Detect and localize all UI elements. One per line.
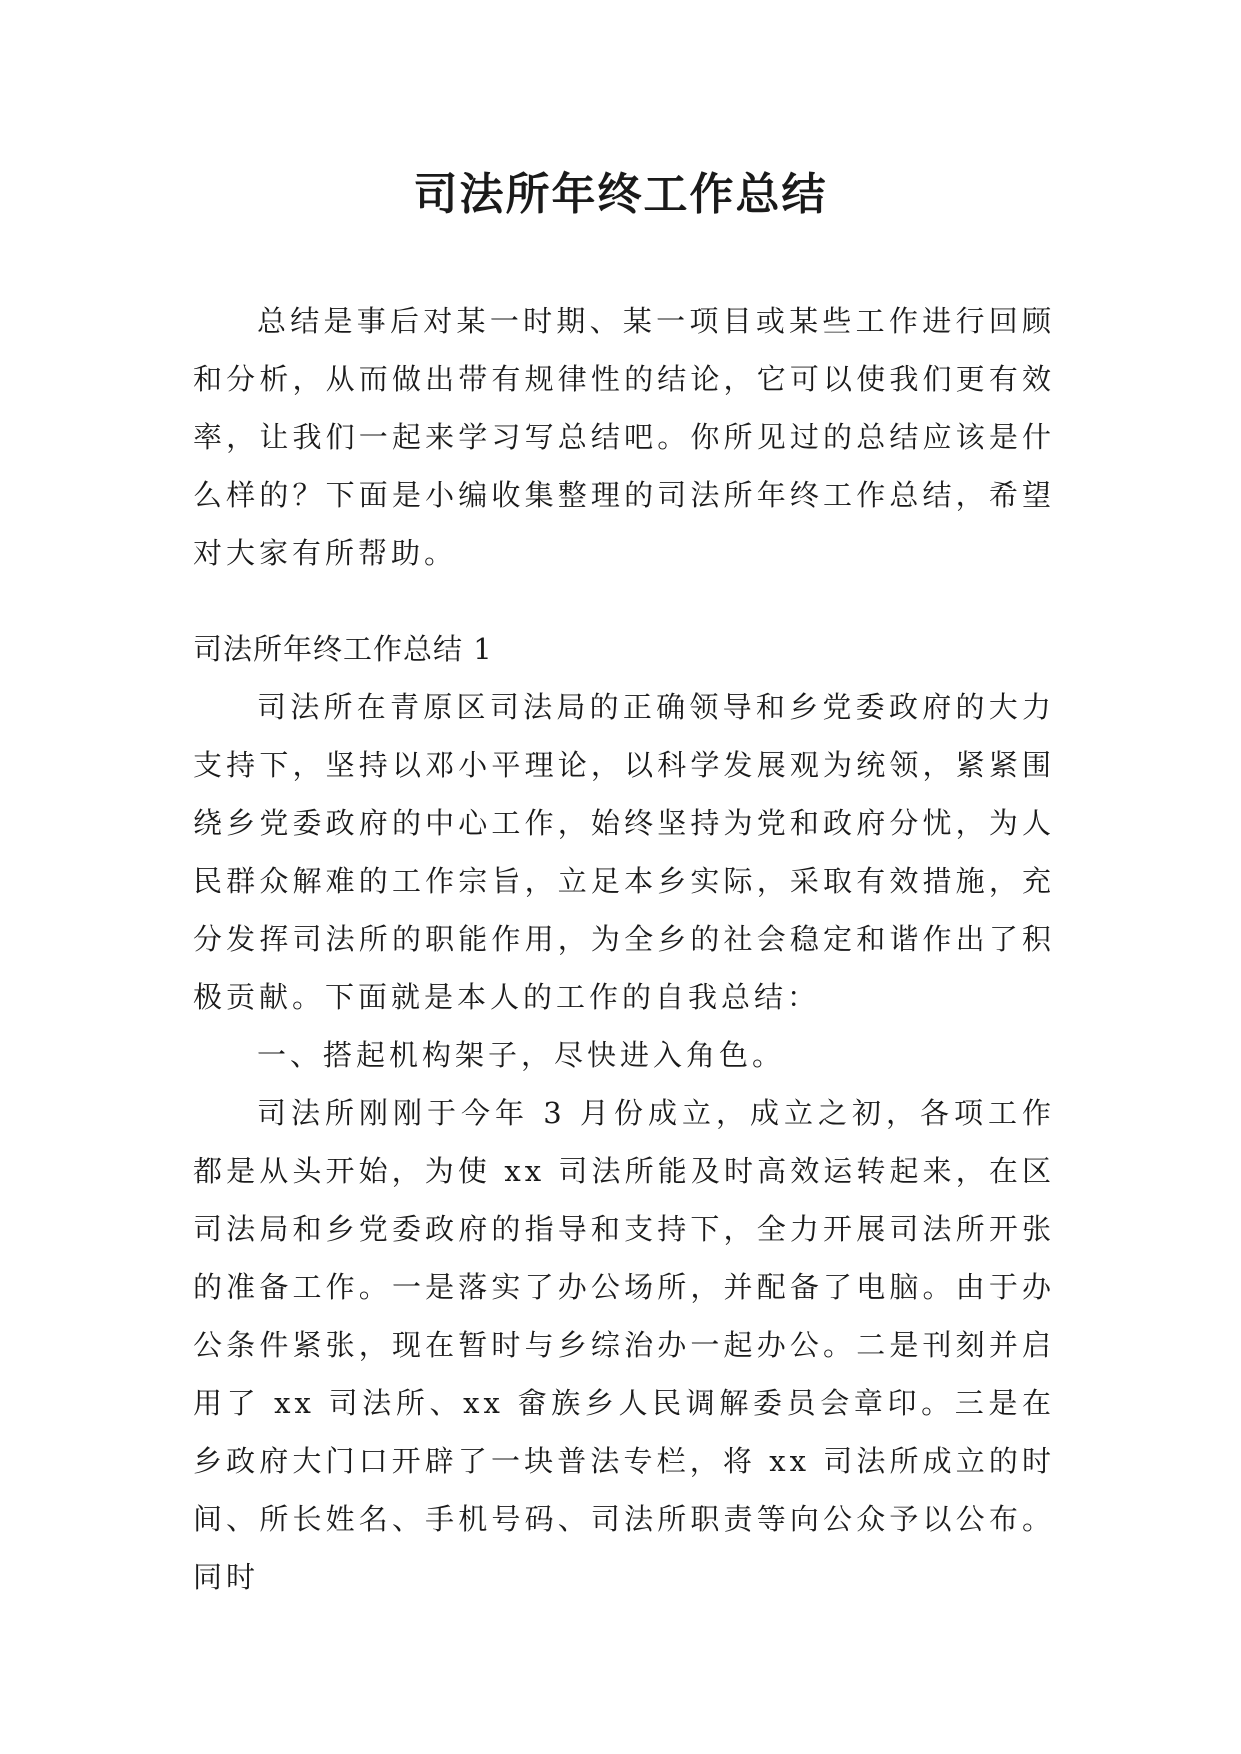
intro-paragraph: 总结是事后对某一时期、某一项目或某些工作进行回顾和分析，从而做出带有规律性的结论，它可以使我们更有效率，让我们一起来学习写总结吧。你所见过的总结应该是什么样的？下面是小编收集整理的司法所年终工作总结，希望对大家有所帮助。: [193, 304, 1055, 570]
document-title: 司法所年终工作总结: [413, 169, 828, 220]
document-body: [193, 292, 1055, 1606]
body-paragraph-2: 一、搭起机构架子，尽快进入角色。: [257, 1038, 786, 1072]
body-paragraph-3: 司法所刚刚于今年 3 月份成立，成立之初，各项工作都是从头开始，为使 xx 司法所能及时高效运转起来，在区司法局和乡党委政府的指导和支持下，全力开展司法所开张的准备工作。一是落实了办公场所，并配备了电脑。由于办公条件紧张，现在暂时与乡综治办一起办公。二是刊刻并启用了 xx 司法所、xx 畲族乡人民调解委员会章印。三是在乡政府大门口开辟了一块普法专栏，将 xx 司法所成立的时间、所长姓名、手机号码、司法所职责等向公众予以公布。同时: [193, 1096, 1055, 1594]
section-heading: 司法所年终工作总结 1: [193, 632, 493, 666]
body-paragraph-1: 司法所在青原区司法局的正确领导和乡党委政府的大力支持下，坚持以邓小平理论，以科学发展观为统领，紧紧围绕乡党委政府的中心工作，始终坚持为党和政府分忧，为人民群众解难的工作宗旨，立足本乡实际，采取有效措施，充分发挥司法所的职能作用，为全乡的社会稳定和谐作出了积极贡献。下面就是本人的工作的自我总结：: [193, 690, 1055, 1014]
